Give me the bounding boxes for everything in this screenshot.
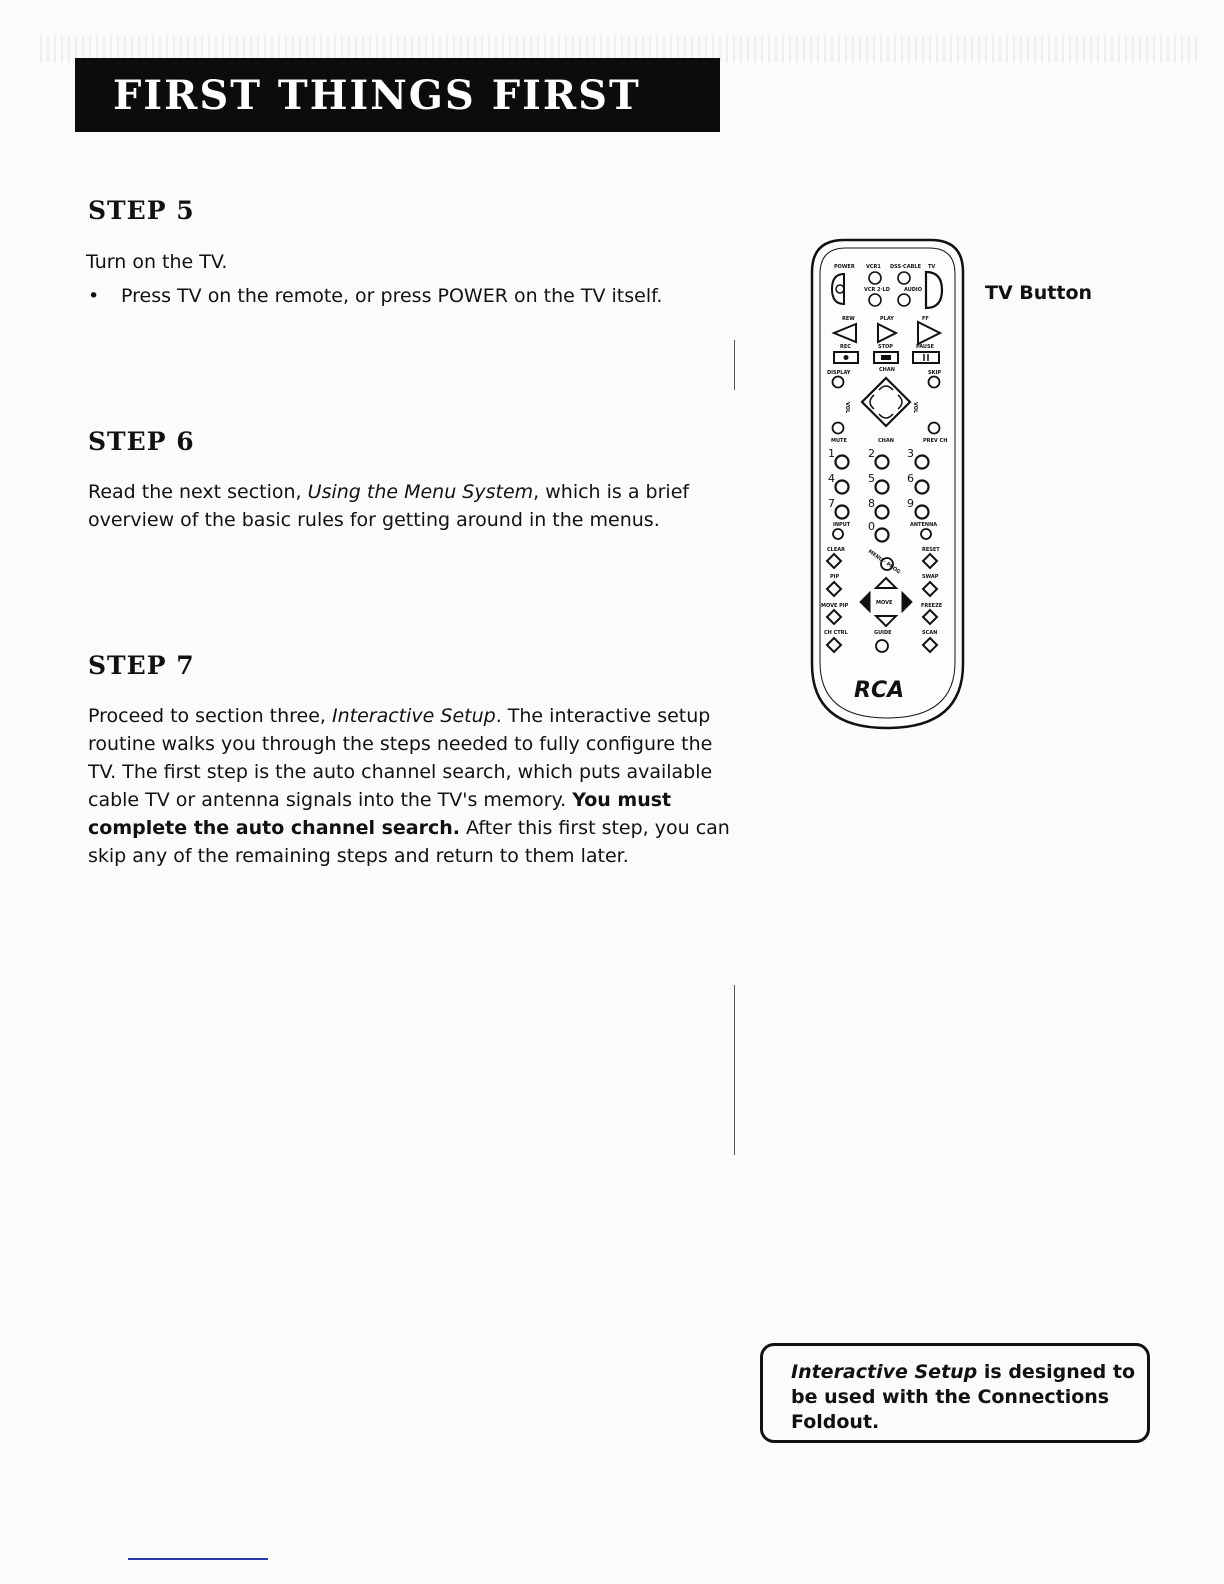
vol-right-label: VOL <box>912 402 918 414</box>
ch-ctrl-label: CH CTRL <box>824 630 848 636</box>
step-7-text-start: Proceed to section three, <box>88 705 332 727</box>
antenna-label: ANTENNA <box>910 522 938 528</box>
stop-label: STOP <box>878 344 893 350</box>
ff-label: FF <box>922 316 929 322</box>
vcr1-label: VCR1 <box>866 264 881 270</box>
section-banner <box>75 58 720 132</box>
step-5-intro: Turn on the TV. <box>86 251 228 273</box>
digit-9-label: 9 <box>907 497 914 510</box>
step-7-text-bold: You must complete the auto channel search. <box>88 789 672 839</box>
chan-up-label: CHAN <box>879 367 895 373</box>
pip-label: PIP <box>830 574 840 580</box>
tv-button-callout: TV Button <box>985 282 1093 304</box>
digit-0-label: 0 <box>868 520 875 533</box>
swap-label: SWAP <box>922 574 939 580</box>
step-5-bullet-text: Press TV on the remote, or press POWER on the TV itself. <box>121 285 663 307</box>
input-label: INPUT <box>833 522 851 528</box>
vcr2-ld-label: VCR 2·LD <box>864 287 890 293</box>
remote-control-illustration <box>800 234 975 734</box>
play-label: PLAY <box>880 316 894 322</box>
pause-label: PAUSE <box>916 344 934 350</box>
step-7-text-middle: . The interactive setup routine walks you through the steps needed to fully configure the TV. The first step is the auto channel search, which puts available cable TV or antenna signals into the TV's memory. <box>88 705 713 811</box>
step-7-text-italic: Interactive Setup <box>332 705 496 727</box>
note-italic: Interactive Setup <box>791 1361 978 1383</box>
tv-label: TV <box>928 264 936 270</box>
rew-label: REW <box>842 316 855 322</box>
step-6-text-end: , which is a brief overview of the basic rules for getting around in the menus. <box>88 481 690 531</box>
scan-artifact-line <box>734 985 735 1155</box>
step-7-heading: STEP 7 <box>88 651 195 680</box>
dss-cable-label: DSS·CABLE <box>890 264 921 270</box>
power-label: POWER <box>834 264 855 270</box>
step-6-text-italic: Using the Menu System <box>307 481 534 503</box>
step-6-text <box>88 478 728 534</box>
freeze-label: FREEZE <box>921 603 943 609</box>
digit-6-label: 6 <box>907 472 914 485</box>
step-6-text-start: Read the next section, <box>88 481 308 503</box>
reset-label: RESET <box>922 547 940 553</box>
rec-label: REC <box>840 344 851 350</box>
step-6-heading: STEP 6 <box>88 427 195 456</box>
note-rest: is designed to be used with the Connections Foldout. <box>791 1361 1136 1433</box>
clear-label: CLEAR <box>827 547 845 553</box>
guide-label: GUIDE <box>874 630 892 636</box>
stop-icon <box>881 355 891 360</box>
display-label: DISPLAY <box>827 370 851 376</box>
rec-icon <box>844 355 849 360</box>
step-7-text-end: After this first step, you can skip any of the remaining steps and return to them later. <box>88 817 730 867</box>
scan-label: SCAN <box>922 630 938 636</box>
digit-2-label: 2 <box>868 447 875 460</box>
digit-7-label: 7 <box>828 497 835 510</box>
vol-left-label: VOL <box>844 402 850 414</box>
scan-artifact-line <box>734 340 735 390</box>
bottom-rule <box>128 1558 268 1560</box>
skip-label: SKIP <box>928 370 942 376</box>
page-title: FIRST THINGS FIRST <box>113 72 641 119</box>
mute-label: MUTE <box>831 438 847 444</box>
move-label: MOVE <box>876 600 893 606</box>
step-5-heading: STEP 5 <box>88 196 195 225</box>
digit-1-label: 1 <box>828 447 835 460</box>
note-text <box>791 1360 1151 1435</box>
digit-3-label: 3 <box>907 447 914 460</box>
step-7-text <box>88 702 733 870</box>
move-pip-label: MOVE PIP <box>821 603 849 609</box>
digit-8-label: 8 <box>868 497 875 510</box>
rca-logo: RCA <box>854 678 905 703</box>
prev-ch-label: PREV CH <box>923 438 948 444</box>
audio-label: AUDIO <box>904 287 923 293</box>
chan-down-label: CHAN <box>878 438 894 444</box>
bullet-icon: • <box>88 285 100 307</box>
note-box <box>760 1343 1150 1443</box>
digit-4-label: 4 <box>828 472 835 485</box>
menu-prog-label: MENU · PROG <box>866 548 902 576</box>
digit-5-label: 5 <box>868 472 875 485</box>
